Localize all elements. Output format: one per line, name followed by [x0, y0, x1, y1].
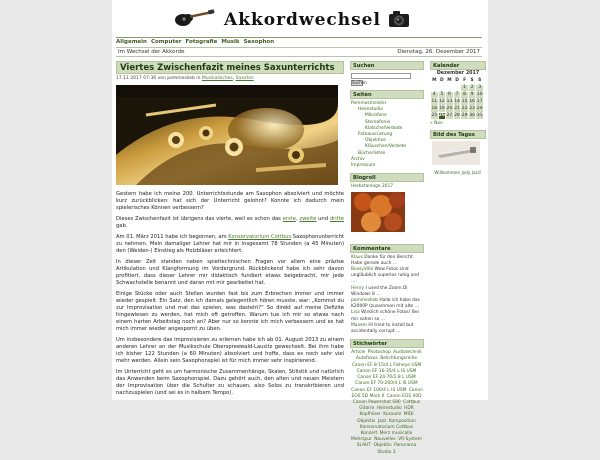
- calendar-day: [446, 84, 454, 91]
- calendar-day: [438, 84, 446, 91]
- calendar-day[interactable]: 10: [476, 92, 483, 97]
- page-link[interactable]: Heimstudio: [358, 107, 383, 113]
- calendar-day[interactable]: 14: [454, 99, 460, 104]
- info-bar: [116, 47, 482, 57]
- widget-title-tags: Stichwörter: [350, 339, 424, 348]
- widget-title-picture: Bild des Tages: [430, 130, 486, 139]
- post-paragraph: Einige Stücke oder auch Stellen wurden fast bis zum Erbrechen immer und immer wieder gespielt. Ein Satz, den ich damals gelegentlich hören musste, war: „Kommst du zur Improvisation und mal das spielen, was dasteht?“ So direkt auf meine Defizite hingewiesen zu werden, hat mich oft getroffen. Warum tue ich mir so etwas nach einem harten Arbeitstag noch an? Aber nur so konnte ich mich verbessern und es hat mich immer wieder angespornt zu üben.: [116, 291, 344, 332]
- comment-excerpt: Hi tried to install but accidentally corrupt …: [351, 322, 414, 335]
- search-input[interactable]: [351, 73, 411, 79]
- comment-excerpt: Danke für den Bericht. Habe gerade auch …: [351, 254, 414, 266]
- comment-excerpt: I used the Zoom Di Windows 8 …: [351, 285, 408, 297]
- tag-cloud: [350, 348, 424, 459]
- calendar-day[interactable]: 2: [468, 84, 476, 91]
- calendar-day[interactable]: 12: [439, 99, 445, 104]
- calendar-day[interactable]: 20: [446, 106, 453, 111]
- calendar-day[interactable]: 29: [461, 113, 468, 118]
- comment-item[interactable]: [351, 267, 423, 286]
- calendar-day: [453, 84, 461, 91]
- comment-item[interactable]: [351, 310, 423, 322]
- link-third-review[interactable]: dritte: [329, 216, 344, 222]
- calendar-weekday: M: [432, 77, 437, 83]
- nav-item-fotografie[interactable]: Fotografie: [185, 39, 218, 45]
- post-meta-prefix: 17.11.2017 07:36 von pommeslieb in: [116, 76, 201, 81]
- page-link[interactable]: Archiv: [351, 156, 365, 162]
- tag-link[interactable]: Canon EOS 5D Mark II: [351, 387, 423, 399]
- comment-excerpt: Hallo ich habe das K2000P (zusammen mit alte …: [351, 298, 420, 310]
- page-link[interactable]: Pommesmeister: [351, 101, 387, 106]
- site-title[interactable]: Akkordwechsel: [224, 10, 381, 30]
- tag-link[interactable]: Audiotechnik: [393, 350, 422, 356]
- nav-item-musik[interactable]: Musik: [221, 39, 240, 45]
- picture-of-the-day[interactable]: [432, 141, 480, 165]
- main-nav: [116, 37, 482, 46]
- sidebar-left: [350, 61, 424, 455]
- calendar-day[interactable]: 23: [469, 106, 475, 111]
- calendar-day[interactable]: 16: [469, 99, 475, 104]
- tag-link[interactable]: MIDI: [403, 412, 414, 418]
- tag-link[interactable]: Kuroumi: [383, 412, 402, 418]
- calendar-day[interactable]: 24: [476, 106, 483, 111]
- post-paragraph: Um insbesondere das Improvisieren zu erlernen habe ich ab 01. August 2013 zu einem anderen Lehrer an der Musikschule Oberspreewald-Lausitz gewechselt. Bei ihm habe ich bisher 122 Stunden (a 60 Minuten) absolviert und hoffe, dass es noch sehr viel mehr werden. Allein sein Saxophonspiel ist für mich immer sehr inspirierend.: [116, 337, 344, 364]
- calendar-day[interactable]: 28: [454, 113, 460, 118]
- comment-author[interactable]: Maxem: [351, 322, 367, 328]
- current-date: Dienstag, 26. Dezember 2017: [397, 49, 480, 55]
- page: [112, 0, 488, 455]
- comment-author[interactable]: Henry: [351, 285, 365, 291]
- calendar-day[interactable]: 4: [431, 91, 439, 98]
- calendar-day[interactable]: 21: [454, 106, 460, 111]
- post-category-link[interactable]: Saxofon: [235, 76, 254, 81]
- page-link[interactable]: Objektive: [365, 138, 386, 144]
- calendar-day: [431, 84, 439, 91]
- post-paragraph: In dieser Zeit standen neben spieltechnischen Fragen vor allem eine präzise Artikulation und Klangformung im Vordergrund. Rückblickend habe ich sehr davon profitiert, dass dieser Lehrer mir didaktisch fundiert etwas beigebracht, mir jede Schwachstelle benannt und daran mit mir gearbeitet hat.: [116, 259, 344, 286]
- tag-link[interactable]: HDR: [404, 406, 414, 412]
- tag-link[interactable]: Kopfhörer: [359, 412, 381, 418]
- tag-link[interactable]: Konzert: [360, 430, 378, 436]
- tag-link[interactable]: Objektiv: [357, 418, 376, 424]
- page-link[interactable]: Bücherlisten: [358, 150, 386, 156]
- comment-author[interactable]: BossyVille: [351, 267, 374, 273]
- comment-author[interactable]: Lisa: [351, 310, 360, 316]
- main-content: [116, 61, 344, 400]
- widget-title-comments: Kommentare: [350, 244, 424, 253]
- calendar-day[interactable]: 31: [476, 113, 483, 118]
- tag-link[interactable]: Komposition: [388, 418, 416, 424]
- comment-item[interactable]: [351, 298, 423, 310]
- calendar-day[interactable]: 15: [461, 99, 468, 104]
- calendar-day[interactable]: 9: [468, 91, 476, 98]
- calendar-day[interactable]: 26: [438, 113, 445, 118]
- sidebar-right: [430, 61, 486, 400]
- page-link[interactable]: Stereofonie: [365, 119, 391, 125]
- post-paragraph: Im Unterricht geht es um harmonische Zusammenhänge, Skalen, Stilistik und natürlich das Anwenden beim Saxophonspiel. Dazu gehört auch, den alten und neuen Meistern der Improvisation über die Schulter zu schauen, also Solos zu transkribieren und nachzuspielen (und sei es in halbem Tempo).: [116, 369, 344, 396]
- calendar-weekday: S: [470, 77, 474, 83]
- site-tagline: Im Wechsel der Akkorde: [118, 49, 185, 55]
- nav-item-computer[interactable]: Computer: [150, 39, 182, 45]
- tag-link[interactable]: VR-System: [398, 437, 422, 443]
- calendar-day[interactable]: 5: [438, 91, 446, 98]
- post-paragraph: Dieses Zwischenfazit ist übrigens das vierte, weil es schon das erste, zweite und dritte gab.: [116, 216, 344, 229]
- post-body: [116, 191, 344, 397]
- calendar-weekday: D: [440, 77, 444, 83]
- calendar-day[interactable]: 22: [461, 106, 468, 111]
- pages-list: [350, 99, 424, 173]
- calendar-day[interactable]: 17: [476, 99, 483, 104]
- tag-link[interactable]: Panorama: [394, 443, 417, 449]
- tag-link[interactable]: Nouvelles: [374, 437, 396, 443]
- nav-item-saxophon[interactable]: Saxophon: [243, 39, 275, 45]
- saxophone-photo: [116, 85, 338, 185]
- tag-link[interactable]: Canon EOS 40D: [386, 393, 422, 399]
- site-header: [112, 0, 488, 38]
- calendar-day[interactable]: 3: [476, 84, 484, 91]
- calendar-day[interactable]: 27: [446, 113, 453, 118]
- tag-link[interactable]: Gitarre: [359, 406, 375, 412]
- picture-caption[interactable]: Willkommen Jody Jazz!: [434, 169, 482, 175]
- tag-link[interactable]: Belichtungsreihe: [380, 356, 418, 362]
- tag-link[interactable]: Canon EF 24-70/2.8 L USM: [357, 375, 416, 381]
- calendar-day[interactable]: 1: [461, 84, 469, 91]
- tag-link[interactable]: Photoshop: [367, 350, 391, 356]
- link-second-review[interactable]: zweite: [299, 216, 317, 222]
- tag-link[interactable]: Cottbus: [403, 399, 421, 405]
- widget-title-blogroll: Blogroll: [350, 173, 424, 182]
- search-button[interactable]: Suchen: [352, 80, 367, 85]
- comment-author[interactable]: Klaus: [351, 254, 363, 260]
- calendar-month: Dezember 2017: [436, 71, 480, 76]
- autumn-photo[interactable]: [351, 192, 405, 232]
- post-category-link[interactable]: Musikalisches: [201, 76, 233, 81]
- widget-title-search: Suchen: [350, 61, 424, 70]
- calendar-prev-link[interactable]: « Nov: [430, 120, 443, 126]
- guitar-icon: [174, 8, 216, 28]
- camera-icon: [388, 9, 410, 29]
- tag-link[interactable]: Konservatorium Cottbus: [359, 424, 414, 430]
- post-meta: 17.11.2017 07:36 von pommeslieb in Musikalisches, Saxofon: [116, 76, 254, 81]
- widget-title-pages: Seiten: [350, 90, 424, 99]
- calendar-weekday: S: [478, 77, 482, 83]
- tag-link[interactable]: Article: [351, 350, 366, 356]
- link-konservatorium[interactable]: Konservatorium Cottbus: [228, 234, 292, 240]
- tag-link[interactable]: Canon EF 16-35/4 L IS USM: [356, 368, 417, 374]
- comment-item[interactable]: [351, 286, 423, 298]
- tag-link[interactable]: Merz musicallo: [379, 430, 413, 436]
- comment-author[interactable]: pommeslieb: [351, 298, 378, 304]
- calendar-day[interactable]: 19: [439, 106, 445, 111]
- tag-link[interactable]: Heimstudio: [376, 406, 402, 412]
- calendar-day[interactable]: 18: [431, 106, 438, 111]
- tag-link[interactable]: Canon Powershot S90: [352, 399, 401, 405]
- calendar-weekday: F: [463, 77, 467, 83]
- calendar-day[interactable]: 30: [469, 113, 475, 118]
- blogroll: [350, 182, 424, 243]
- comment-item[interactable]: [351, 323, 423, 335]
- widget-title-calendar: Kalender: [430, 61, 486, 70]
- page-link[interactable]: Klatsche/Verbote: [365, 125, 403, 131]
- calendar-table: [430, 77, 484, 120]
- page-link[interactable]: Fotoausrüstung: [358, 132, 393, 138]
- tag-link[interactable]: Studio 3: [377, 449, 396, 455]
- tag-link[interactable]: Canon EF 70-200/4 L IS USM: [355, 381, 418, 387]
- tag-link[interactable]: SLAHT: [356, 443, 372, 449]
- post-paragraph: Am 01. März 2011 habe ich begonnen, am Konservatorium Cottbus Saxophonunterricht zu nehmen. Mein damaliger Lehrer hat mir in insgesamt 78 Stunden (a 45 Minuten) den (Weiden-) Einstieg als Holzbläser erleichtert.: [116, 234, 344, 254]
- calendar-day[interactable]: 6: [446, 91, 454, 98]
- page-link[interactable]: Mikrofone: [365, 113, 387, 119]
- calendar-day[interactable]: 7: [453, 91, 461, 98]
- tag-link[interactable]: Autofokus: [355, 356, 378, 362]
- calendar-day[interactable]: 25: [431, 113, 438, 118]
- tag-link[interactable]: Canon EF 8-15/4 L Fisheye USM: [351, 362, 422, 368]
- calendar-day[interactable]: 13: [446, 99, 453, 104]
- comment-excerpt: Wirklich schöne Fotos! Bei mir sahen so …: [351, 310, 419, 322]
- tag-link[interactable]: Mehrspur: [351, 437, 372, 443]
- page-link[interactable]: Kläuschen/Verbote: [365, 144, 407, 150]
- comment-item[interactable]: [351, 255, 423, 267]
- link-first-review[interactable]: erste: [282, 216, 296, 222]
- tag-link[interactable]: Canon EF 100/4 L IS USM: [351, 387, 407, 393]
- post-title[interactable]: Viertes Zwischenfazit meines Saxunterrichts: [116, 61, 344, 74]
- calendar-weekday: M: [447, 77, 452, 83]
- calendar-day[interactable]: 11: [431, 99, 438, 104]
- tag-link[interactable]: Objektiv: [373, 443, 392, 449]
- comment-excerpt: Wow Fotos sind ungläublich superlos ruhig und …: [351, 267, 419, 285]
- blogroll-caption[interactable]: Herbstanlage 2017: [351, 184, 394, 190]
- page-link[interactable]: Impressum: [351, 163, 376, 169]
- calendar-day[interactable]: 8: [461, 91, 469, 98]
- calendar-weekday: D: [455, 77, 459, 83]
- tag-link[interactable]: Jazz: [377, 418, 387, 424]
- post-paragraph: Gestern habe ich meine 200. Unterrichtsstunde am Saxophon absolviert und möchte kurz zurückblicken: hat sich der Unterricht gelohnt? Konnte ich dadurch mein spielerisches Können verbessern?: [116, 191, 344, 211]
- nav-item-allgemein[interactable]: Allgemein: [116, 39, 147, 45]
- comments-list: [350, 253, 424, 340]
